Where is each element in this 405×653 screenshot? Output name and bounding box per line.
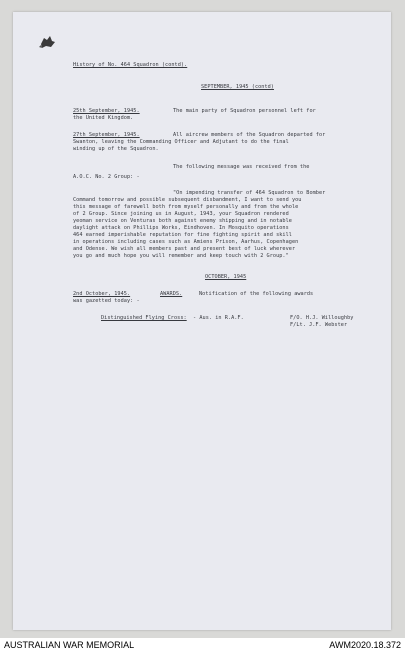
footer-accession-number: AWM2020.18.372 bbox=[329, 640, 401, 650]
entry-text: Swanton, leaving the Commanding Officer and Adjutant to do the final bbox=[73, 139, 289, 145]
award-title: Distinguished Flying Cross: bbox=[101, 315, 187, 321]
message-line: daylight attack on Phillips Works, Eindhoven. In Mosquito operations bbox=[73, 225, 289, 231]
entry-tag: AWARDS. bbox=[160, 291, 183, 297]
entry-text: the United Kingdom. bbox=[73, 115, 134, 121]
footer-bar bbox=[0, 638, 405, 653]
entry-date: 2nd October, 1945. bbox=[73, 291, 131, 297]
message-line: 464 earned imperishable reputation for fine fighting spirit and skill bbox=[73, 232, 292, 238]
entry-text: Notification of the following awards bbox=[199, 291, 314, 297]
entry-date: 25th September, 1945. bbox=[73, 108, 140, 114]
entry-text: All aircrew members of the Squadron departed for bbox=[173, 132, 326, 138]
message-from: A.O.C. No. 2 Group: - bbox=[73, 174, 140, 180]
document-page bbox=[13, 12, 391, 630]
message-intro: The following message was received from the bbox=[173, 164, 310, 170]
document-header: History of No. 464 Squadron (contd). bbox=[73, 62, 188, 68]
message-line: yeoman service on Venturas both against enemy shipping and in notable bbox=[73, 218, 292, 224]
message-line: you go and much hope you will remember and keep touch with 2 Group." bbox=[73, 253, 289, 259]
award-recipient: F/O. H.J. Willoughby bbox=[290, 315, 354, 321]
message-line: of 2 Group. Since joining us in August, 1943, your Squadron rendered bbox=[73, 211, 289, 217]
section-heading-october: OCTOBER, 1945 bbox=[205, 274, 247, 280]
footer-institution: AUSTRALIAN WAR MEMORIAL bbox=[4, 640, 135, 650]
message-line: Command tomorrow and possible subsequent disbandment, I want to send you bbox=[73, 197, 302, 203]
entry-text: was gazetted today: - bbox=[73, 298, 140, 304]
award-recipient: F/Lt. J.F. Webster bbox=[290, 322, 348, 328]
message-line: and Odense. We wish all members past and present best of luck wherever bbox=[73, 246, 296, 252]
entry-text: The main party of Squadron personnel left for bbox=[173, 108, 316, 114]
award-unit: - Aus. in R.A.F. bbox=[193, 315, 244, 321]
message-line: "On impending transfer of 464 Squadron to Bomber bbox=[173, 190, 326, 196]
entry-date: 27th September, 1945. bbox=[73, 132, 140, 138]
section-heading-september: SEPTEMBER, 1945 (contd) bbox=[201, 84, 274, 90]
torn-corner-mark bbox=[35, 34, 57, 50]
message-line: this message of farewell both from myself personally and from the whole bbox=[73, 204, 299, 210]
entry-text: winding up of the Squadron. bbox=[73, 146, 159, 152]
message-line: in operations including cases such as Amiens Prison, Aarhus, Copenhagen bbox=[73, 239, 299, 245]
